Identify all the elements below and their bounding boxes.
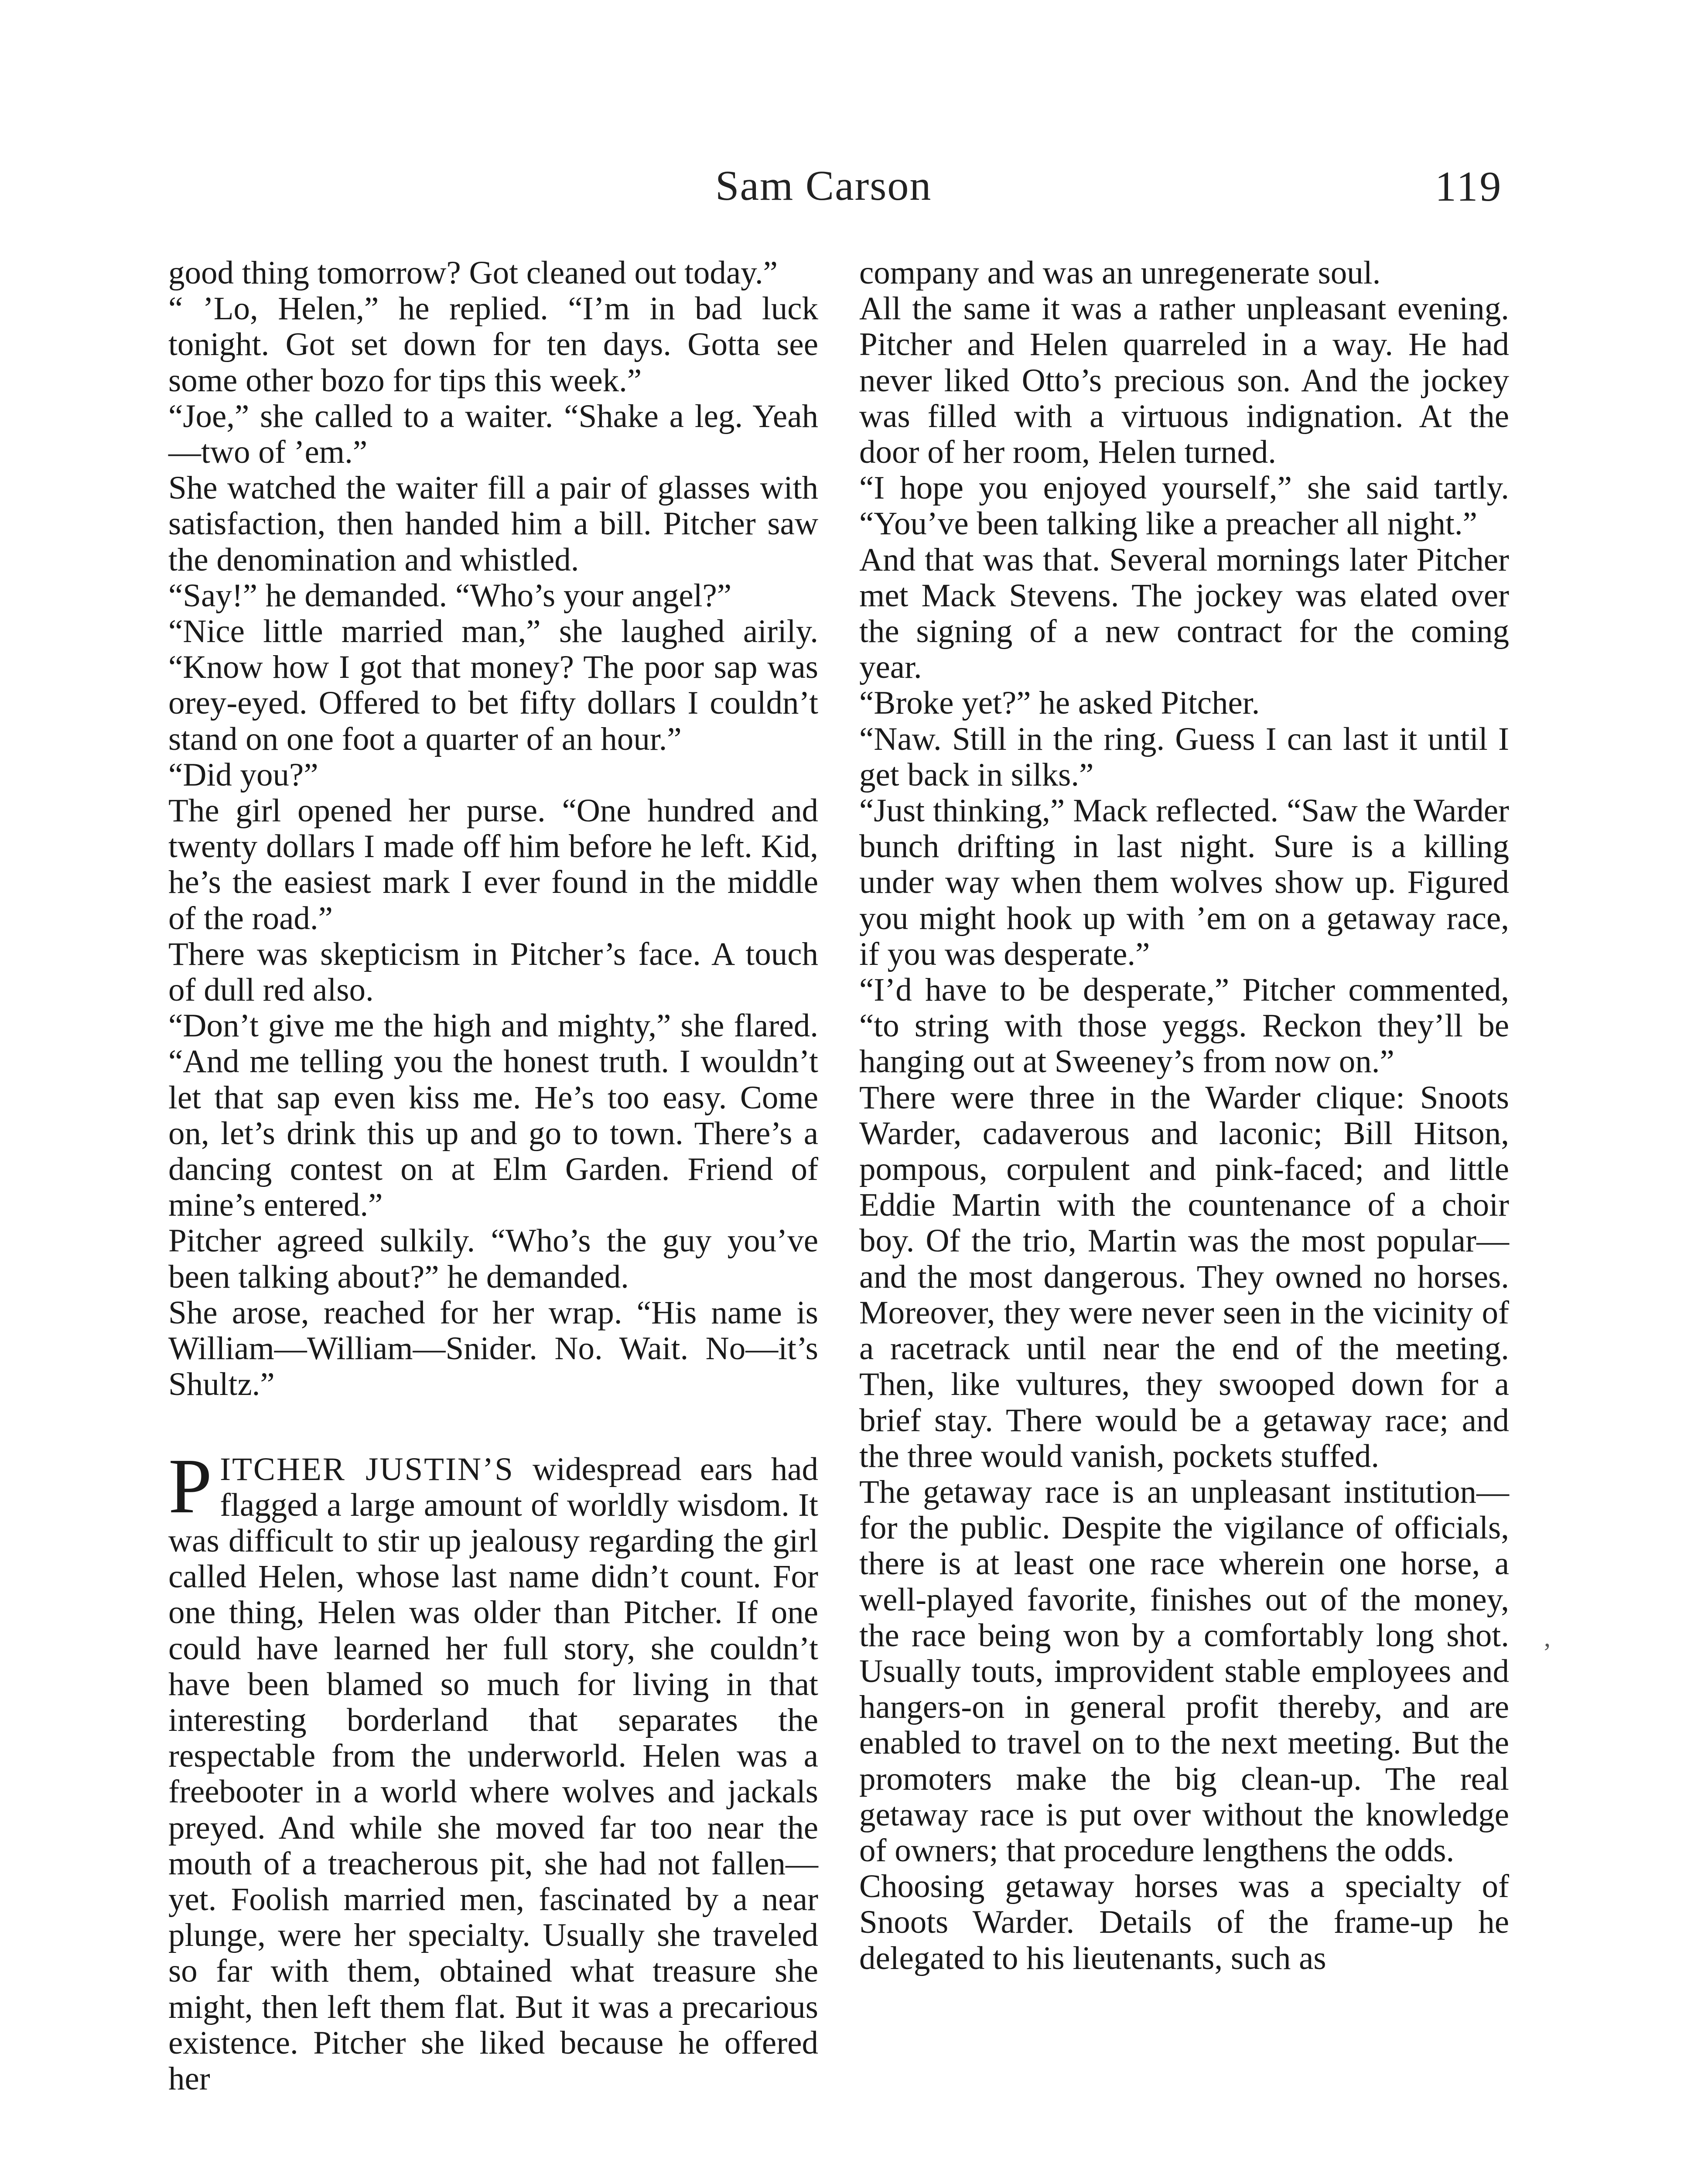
- section-break: [168, 1403, 818, 1452]
- paragraph: There were three in the Warder clique: Snoots Warder, cadaverous and laconic; Bill Hitson, pompous, corpulent and pink-faced; and little Eddie Martin with the countenance of a choir boy. Of the trio, Martin was the most popular—and the most dangerous. They owned no horses. Moreover, they were never seen in the vicinity of a racetrack until near the end of the meeting. Then, like vultures, they swooped down for a brief stay. There would be a getaway race; and the three would vanish, pockets stuffed.: [859, 1079, 1509, 1474]
- paragraph: “Nice little married man,” she laughed airily. “Know how I got that money? The poor sap was orey-eyed. Offered to bet fifty dollars I couldn’t stand on one foot a quarter of an hour.”: [168, 613, 818, 757]
- page-number: 119: [1435, 163, 1503, 210]
- paragraph: “Joe,” she called to a waiter. “Shake a leg. Yeah—two of ’em.”: [168, 398, 818, 471]
- paragraph: And that was that. Several mornings later Pitcher met Mack Stevens. The jockey was elated over the signing of a new contract for the coming year.: [859, 541, 1509, 686]
- paragraph: Choosing getaway horses was a specialty of Snoots Warder. Details of the frame-up he delegated to his lieutenants, such as: [859, 1868, 1509, 1976]
- paragraph: All the same it was a rather unpleasant evening. Pitcher and Helen quarreled in a way. He had never liked Otto’s precious son. And the jockey was filled with a virtuous indignation. At the door of her room, Helen turned.: [859, 291, 1509, 471]
- paragraph: “Just thinking,” Mack reflected. “Saw the Warder bunch drifting in last night. Sure is a killing under way when them wolves show up. Figured you might hook up with ’em on a getaway race, if you was desperate.”: [859, 793, 1509, 972]
- paragraph: The girl opened her purse. “One hundred and twenty dollars I made off him before he left. Kid, he’s the easiest mark I ever found in the middle of the road.”: [168, 793, 818, 937]
- paragraph: Pitcher agreed sulkily. “Who’s the guy you’ve been talking about?” he demanded.: [168, 1223, 818, 1295]
- left-column: [168, 255, 818, 2097]
- paragraph: “Did you?”: [168, 756, 318, 793]
- paragraph: “Broke yet?” he asked Pitcher.: [859, 685, 1260, 721]
- paragraph: “Naw. Still in the ring. Guess I can last it until I get back in silks.”: [859, 721, 1509, 793]
- paragraph: There was skepticism in Pitcher’s face. A touch of dull red also.: [168, 936, 818, 1008]
- section-opening-paragraph: [168, 1442, 818, 2097]
- paragraph: She watched the waiter fill a pair of glasses with satisfaction, then handed him a bill. Pitcher saw the denomination and whistled.: [168, 470, 818, 578]
- paragraph: The getaway race is an unpleasant institution—for the public. Despite the vigilance of officials, there is at least one race wherein one horse, a well-played favorite, finishes out of the money, the race being won by a comfortably long shot. Usually touts, improvident stable employees and hangers-on in general profit thereby, and are enabled to travel on to the next meeting. But the promoters make the big clean-up. The real getaway race is put over without the knowledge of owners; that procedure lengthens the odds.: [859, 1473, 1509, 1869]
- paragraph: good thing tomorrow? Got cleaned out today.”: [168, 255, 778, 291]
- paragraph: company and was an unregenerate soul.: [859, 255, 1381, 291]
- paragraph: “I hope you enjoyed yourself,” she said tartly. “You’ve been talking like a preacher all night.”: [859, 470, 1509, 542]
- stray-ink-mark: ,: [1544, 1623, 1551, 1652]
- paragraph: “Say!” he demanded. “Who’s your angel?”: [168, 577, 732, 614]
- running-title: Sam Carson: [715, 162, 932, 209]
- paragraph: She arose, reached for her wrap. “His name is William—William—Snider. No. Wait. No—it’s Shultz.”: [168, 1294, 818, 1403]
- right-column: [859, 255, 1509, 1976]
- paragraph: “Don’t give me the high and mighty,” she flared. “And me telling you the honest truth. I wouldn’t let that sap even kiss me. He’s too easy. Come on, let’s drink this up and go to town. There’s a dancing contest on at Elm Garden. Friend of mine’s entered.”: [168, 1008, 818, 1224]
- drop-cap: P: [168, 1442, 212, 1529]
- section-paragraph-text: widespread ears had flagged a large amount of worldly wisdom. It was difficult to stir up jealousy regarding the girl called Helen, whose last name didn’t count. For one thing, Helen was older than Pitcher. If one could have learned her full story, she couldn’t have been blamed so much for living in that interesting borderland that separates the respectable from the underworld. Helen was a freebooter in a world where wolves and jackals preyed. And while she moved far too near the mouth of a treacherous pit, she had not fallen—yet. Foolish married men, fascinated by a near plunge, were her specialty. Usually she traveled so far with them, obtained what treasure she might, then left them flat. But it was a precarious existence. Pitcher she liked because he offered her: [168, 1451, 818, 2097]
- paragraph: “ ’Lo, Helen,” he replied. “I’m in bad luck tonight. Got set down for ten days. Gotta see some other bozo for tips this week.”: [168, 291, 818, 399]
- paragraph: “I’d have to be desperate,” Pitcher commented, “to string with those yeggs. Reckon they’ll be hanging out at Sweeney’s from now on.”: [859, 972, 1509, 1080]
- small-caps-opening: ITCHER JUSTIN’S: [220, 1451, 514, 1487]
